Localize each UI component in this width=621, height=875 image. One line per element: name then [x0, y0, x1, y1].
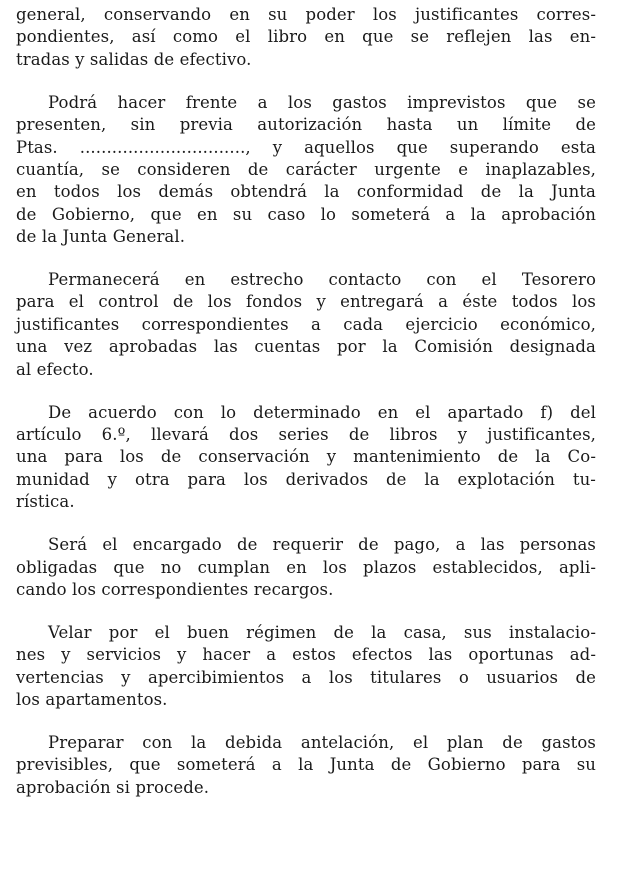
text-line: de Gobierno, que en su caso lo someterá a la aprobación	[16, 204, 596, 224]
text-line: cuantía, se consideren de carácter urgente e inaplazables,	[16, 159, 596, 179]
paragraph-1	[16, 4, 596, 71]
text-line: De acuerdo con lo determinado en el apartado f) del	[48, 402, 596, 422]
paragraph-2	[16, 92, 596, 249]
paragraph-7	[16, 732, 596, 799]
text-line: cando los correspondientes recargos.	[16, 579, 334, 599]
text-line: Preparar con la debida antelación, el plan de gastos	[48, 732, 596, 752]
paragraph-4	[16, 402, 596, 514]
text-line: tradas y salidas de efectivo.	[16, 49, 252, 69]
paragraph-3	[16, 269, 596, 381]
text-line: justificantes correspondientes a cada ejercicio económico,	[16, 314, 596, 334]
text-line: presenten, sin previa autorización hasta un límite de	[16, 115, 596, 135]
text-line: artículo 6.º, llevará dos series de libros y justificantes,	[16, 425, 596, 444]
paragraph-5	[16, 534, 596, 601]
text-line: Permanecerá en estrecho contacto con el Tesorero	[48, 270, 596, 290]
text-line: Velar por el buen régimen de la casa, sus instalacio-	[48, 622, 596, 642]
text-line: nes y servicios y hacer a estos efectos las oportunas ad-	[16, 645, 596, 665]
text-line: de la Junta General.	[16, 227, 186, 247]
text-line: Podrá hacer frente a los gastos imprevistos que se	[48, 92, 596, 112]
text-line: Ptas. ..............................., y aquellos que superando esta	[16, 137, 596, 157]
text-line: obligadas que no cumplan en los plazos establecidos, apli-	[16, 557, 596, 577]
document-page	[16, 4, 596, 820]
text-line: pondientes, así como el libro en que se reflejen las en-	[16, 27, 596, 47]
paragraph-6	[16, 622, 596, 712]
text-line: al efecto.	[16, 359, 94, 379]
text-line: una para los de conservación y mantenimiento de la Co-	[16, 447, 596, 467]
text-line: previsibles, que someterá a la Junta de Gobierno para su	[16, 755, 596, 775]
text-line: Será el encargado de requerir de pago, a las personas	[48, 535, 596, 555]
text-line: aprobación si procede.	[16, 777, 210, 797]
text-line: munidad y otra para los derivados de la explotación tu-	[16, 469, 596, 489]
text-line: para el control de los fondos y entregará a éste todos los	[16, 292, 596, 312]
text-line: rística.	[16, 492, 75, 512]
text-line: general, conservando en su poder los justificantes corres-	[16, 5, 596, 24]
text-line: los apartamentos.	[16, 690, 168, 710]
text-line: en todos los demás obtendrá la conformidad de la Junta	[16, 182, 596, 202]
text-line: vertencias y apercibimientos a los titulares o usuarios de	[16, 667, 596, 687]
text-line: una vez aprobadas las cuentas por la Comisión designada	[16, 337, 596, 357]
